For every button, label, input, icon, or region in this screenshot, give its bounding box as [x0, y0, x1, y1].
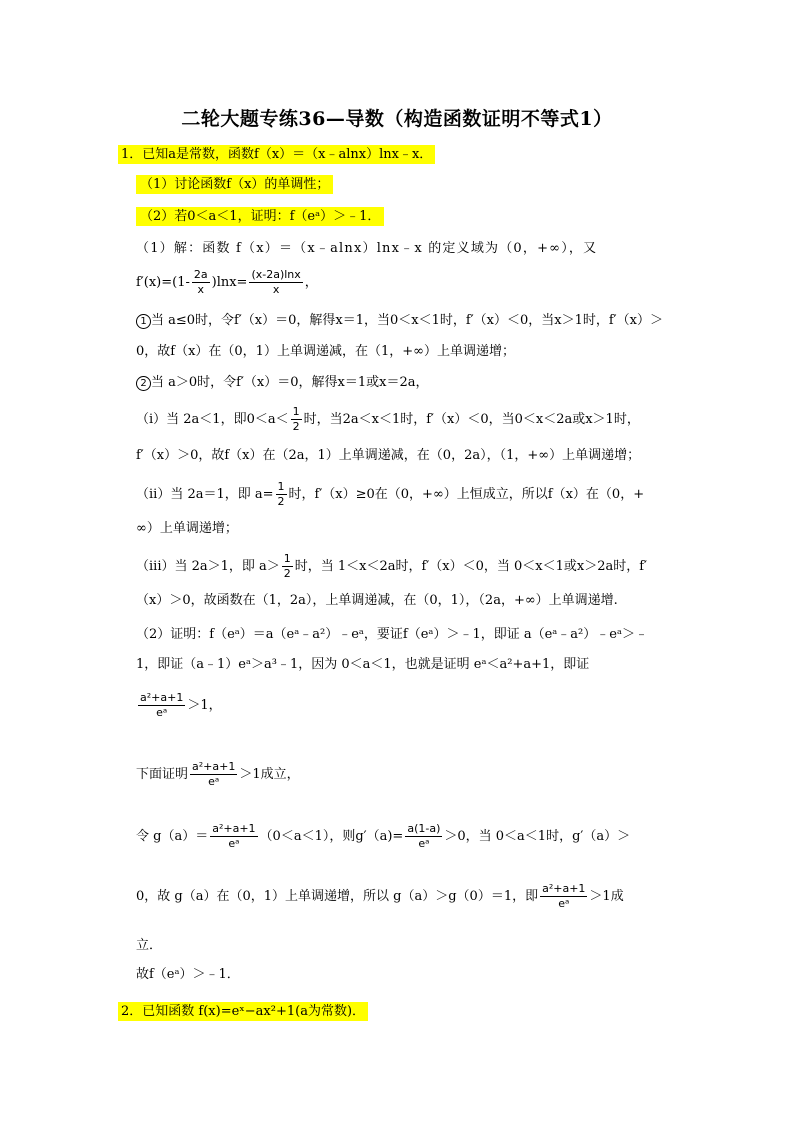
case-2-line-1: 2 当 a＞0时，令f′（x）＝0，解得x＝1或x＝2a， — [136, 373, 428, 393]
solution-2-line-1: （2）证明：f（eᵃ）＝a（eᵃ﹣a²）﹣eᵃ，要证f（eᵃ）＞﹣1，即证 a（eᵃ﹣a²）﹣eᵃ＞﹣ — [136, 627, 648, 642]
problem-1-stem: 1．已知a是常数，函数f（x）＝（x﹣alnx）lnx﹣x． — [118, 145, 435, 165]
fraction: $\frac{(x-2a)\ln x}{x}$ — [251, 268, 301, 296]
problem-1-q2: （2）若0＜a＜1，证明：f（eᵃ）＞﹣1． — [136, 207, 384, 227]
case-1-line-1: 1 当 a≤0时，令f′（x）＝0，解得x＝1，当0＜x＜1时，f′（x）＜0，当x＞1时，f′（x）＞ — [136, 311, 663, 331]
problem-2-stem: 2．已知函数 f(x)=eˣ−ax²+1(a为常数)． — [118, 1002, 368, 1022]
fraction: $\frac{a(1-a)}{\text{eᵃ}}$ — [407, 822, 441, 850]
fraction: $\frac{1}{2}$ — [277, 480, 285, 508]
fraction: $\frac{\text{a²+a+1}}{\text{eᵃ}}$ — [542, 882, 586, 910]
fraction: $\frac{\text{a²+a+1}}{\text{eᵃ}}$ — [192, 760, 236, 788]
case-2-i-line-2: f′（x）＞0，故f（x）在（2a，1）上单调递减，在（0，2a），（1，+∞）上单调递增； — [136, 448, 641, 463]
case-2-i-line-1: （i）当 2a＜1，即0＜a＜ $\frac{1}{2}$ 时，当2a＜x＜1时，f′（x）＜0，当0＜x＜2a或x＞1时， — [136, 405, 640, 433]
solution-2-line-2: 1，即证（a﹣1）eᵃ＞a³﹣1，因为 0＜a＜1，也就是证明 eᵃ＜a²+a+1，即证 — [136, 657, 590, 672]
solution-2-line-7: 立． — [136, 938, 163, 953]
case-1-line-2: 0，故f（x）在（0，1）上单调递减，在（1，+∞）上单调递增； — [136, 344, 515, 359]
solution-2-line-6: 0，故 g（a）在（0，1）上单调递增，所以 g（a）＞g（0）＝1，即 $\frac{\text{a²+a+1}}{\text{eᵃ}}$ ＞1成 — [136, 882, 624, 910]
problem-1-q1: （1）讨论函数f（x）的单调性； — [136, 175, 333, 195]
case-2-iii-line-1: （iii）当 2a＞1，即 a＞ $\frac{1}{2}$ 时，当 1＜x＜2a时，f′（x）＜0，当 0＜x＜1或x＞2a时，f′ — [136, 552, 648, 580]
circled-number: 2 — [136, 376, 151, 391]
page-title: 二轮大题专练36—导数（构造函数证明不等式1） — [181, 108, 613, 130]
fraction: $\frac{1}{2}$ — [292, 405, 300, 433]
solution-2-line-3: $\frac{\text{a²+a+1}}{\text{eᵃ}}$ ＞1， — [140, 691, 222, 719]
case-2-ii-line-1: （ii）当 2a＝1，即 a= $\frac{1}{2}$ 时，f′（x）≥0在（0，+∞）上恒成立，所以f（x）在（0，+ — [136, 480, 645, 508]
solution-1-derivative: f′(x)=(1- $\frac{2a}{x}$ )lnx= $\frac{(x-2a)\ln x}{x}$ ， — [136, 268, 318, 296]
solution-2-line-4: 下面证明 $\frac{\text{a²+a+1}}{\text{eᵃ}}$ ＞1成立， — [136, 760, 300, 788]
fraction: $\frac{\text{a²+a+1}}{\text{eᵃ}}$ — [212, 822, 256, 850]
fraction: $\frac{\text{a²+a+1}}{\text{eᵃ}}$ — [140, 691, 184, 719]
case-2-iii-line-2: （x）＞0，故函数在（1，2a），上单调递减，在（0，1），（2a，+∞）上单调递增. — [136, 593, 618, 608]
circled-number: 1 — [136, 314, 151, 329]
fraction: $\frac{1}{2}$ — [283, 552, 291, 580]
solution-2-conclusion: 故f（eᵃ）＞﹣1． — [136, 967, 240, 982]
solution-2-line-5: 令 g（a）＝ $\frac{\text{a²+a+1}}{\text{eᵃ}}$ （0＜a＜1），则g′（a)= $\frac{a(1-a)}{\text{eᵃ}}$ ＞0，当 0＜a＜1时，g′（a）＞ — [136, 822, 631, 850]
case-2-ii-line-2: ∞）上单调递增； — [136, 521, 238, 536]
fraction: $\frac{2a}{x}$ — [193, 268, 208, 296]
solution-1-intro: （1）解：函数 f（x）＝（x﹣alnx）lnx﹣x 的定义域为（0，+∞），又 — [136, 241, 598, 256]
